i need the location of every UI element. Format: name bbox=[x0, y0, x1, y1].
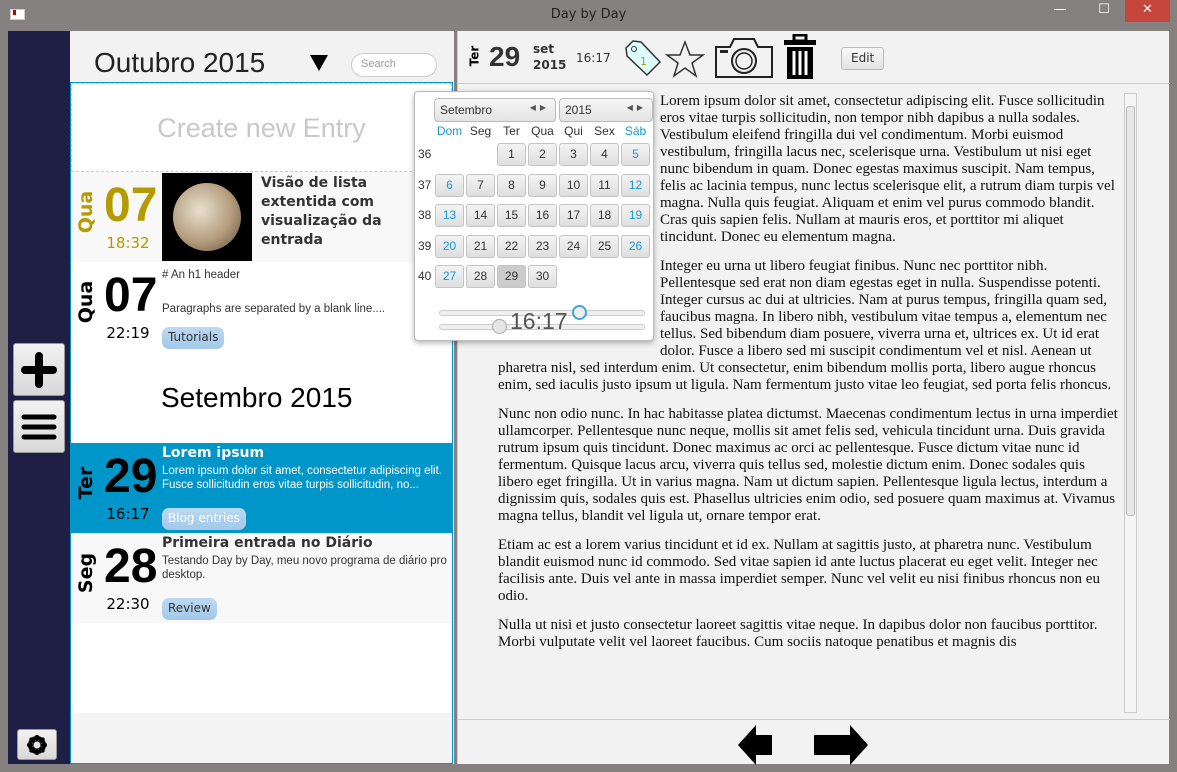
weekday-header: Seg bbox=[469, 124, 492, 138]
month-value: Setembro bbox=[440, 103, 493, 117]
menu-button[interactable] bbox=[13, 400, 65, 453]
paragraph: Lorem ipsum dolor sit amet, consectetur adipiscing elit. Fusce sollicitudin eros vitae turpis sollicitudin, non tempor nibh dapibus a nulla sodales. Vestibulum eleifend fringilla dui vel condimentum. Morbi euismod vestibulum, fringilla lacus nec, scelerisque urna. Vestibulum ut nisi eget nunc bibendum in quam. Donec egestas maximus suscipit. Nam tempus, felis ac lacinia tempus, nunc lectus scelerisque elit, a rutrum diam turpis vel magna. Nulla quis feugiat. Aliquam et enim vel purus commodo blandit. Cras quis sapien felis. Nullam at mauris eros, et porttitor mi aliquet tincidunt. Donec eu elementum magna. bbox=[660, 93, 1115, 245]
calendar-day[interactable]: 5 bbox=[621, 143, 650, 166]
add-entry-button[interactable] bbox=[13, 343, 65, 396]
calendar-day[interactable]: 18 bbox=[590, 204, 619, 227]
weekday-header: Sáb bbox=[624, 124, 647, 138]
maximize-button[interactable]: ☐ bbox=[1098, 2, 1110, 17]
date-time-picker-popup bbox=[414, 91, 654, 341]
week-number: 40 bbox=[418, 269, 432, 283]
paragraph: Nunc non odio nunc. In hac habitasse platea dictumst. Maecenas condimentum lectus in urna imperdiet ullamcorper. Pellentesque nunc neque, mollis sit amet felis sed, vehicula tincidunt urna. Duis gravida rutrum ipsum quis tincidunt. Donec maximus ac orci ac pellentesque. Fusce dictum vitae nunc id fermentum. Quisque lacus arcu, viverra quis tellus sed, molestie dictum enim. Donec sodales quis libero eget fringilla. Ut in varius magna. Nam ut dictum sapien. Pellentesque ligula lectus, interdum a dignissim quis, sodales quis est. Phasellus ultricies enim odio, sed posuere quam maximus at. Vivamus magna tellus, blandit vel ligula ut, ornare tempor erat. bbox=[498, 406, 1118, 524]
tags-button[interactable] bbox=[623, 38, 663, 78]
tag-badge[interactable]: Blog entries bbox=[162, 508, 246, 530]
weekday-header: Dom bbox=[436, 124, 463, 138]
entry-month: set bbox=[533, 42, 555, 56]
entry-time: 22:19 bbox=[106, 324, 150, 342]
month-spinner[interactable] bbox=[434, 98, 556, 122]
entry-weekday: Qua bbox=[75, 190, 97, 234]
entry-list[interactable] bbox=[70, 82, 453, 764]
list-item[interactable] bbox=[71, 172, 452, 262]
trash-icon[interactable] bbox=[783, 34, 817, 80]
calendar-day[interactable]: 21 bbox=[466, 235, 495, 258]
previous-entry-arrow-icon[interactable] bbox=[738, 725, 794, 765]
weekday-header: Ter bbox=[503, 124, 520, 138]
entry-weekday: Seg bbox=[75, 552, 97, 594]
entry-preview-line: Paragraphs are separated by a blank line.... bbox=[162, 303, 386, 315]
calendar-day[interactable]: 4 bbox=[590, 143, 619, 166]
calendar-day[interactable]: 1 bbox=[497, 143, 526, 166]
close-button[interactable]: ✕ bbox=[1125, 0, 1170, 22]
week-number: 36 bbox=[418, 147, 432, 161]
entry-day: 07 bbox=[104, 269, 158, 322]
calendar-day[interactable]: 29 bbox=[497, 265, 526, 288]
time-readout: 16:17 bbox=[510, 308, 568, 334]
calendar-day[interactable]: 17 bbox=[559, 204, 588, 227]
month-dropdown-icon[interactable] bbox=[310, 55, 328, 71]
entry-preview: Lorem ipsum dolor sit amet, consectetur adipiscing elit. Fusce sollicitudin eros vitae turpis sollicitudin, no... bbox=[162, 465, 442, 491]
entry-year: 2015 bbox=[533, 58, 567, 72]
calendar-day[interactable]: 6 bbox=[435, 174, 464, 197]
calendar-day[interactable]: 10 bbox=[559, 174, 588, 197]
list-item-selected[interactable] bbox=[71, 443, 452, 533]
content-scrollbar[interactable] bbox=[1124, 93, 1137, 713]
hour-slider-thumb[interactable] bbox=[572, 305, 587, 320]
calendar-day[interactable]: 7 bbox=[466, 174, 495, 197]
calendar-day[interactable]: 3 bbox=[559, 143, 588, 166]
entry-day: 28 bbox=[104, 540, 158, 593]
camera-icon[interactable] bbox=[714, 35, 774, 79]
calendar-day[interactable]: 12 bbox=[621, 174, 650, 197]
calendar-day[interactable]: 16 bbox=[528, 204, 557, 227]
create-entry-button[interactable]: Create new Entry bbox=[71, 83, 452, 172]
tag-count: 1 bbox=[640, 55, 647, 68]
calendar-day[interactable]: 14 bbox=[466, 204, 495, 227]
gear-icon bbox=[26, 734, 48, 756]
calendar-day[interactable]: 27 bbox=[435, 265, 464, 288]
weekday-header: Qua bbox=[531, 124, 554, 138]
settings-button[interactable] bbox=[17, 729, 57, 760]
navigation-bar bbox=[458, 719, 1170, 764]
year-spinner[interactable] bbox=[559, 98, 653, 122]
calendar-day[interactable]: 8 bbox=[497, 174, 526, 197]
entry-weekday: Ter bbox=[75, 466, 97, 500]
week-number: 39 bbox=[418, 238, 432, 253]
next-entry-arrow-icon[interactable] bbox=[814, 725, 870, 765]
paragraph: Nulla ut nisi et justo consectetur laoreet sagittis vitae neque. In dapibus dolor non faucibus porttitor. Morbi vulputate velit vel laoreet faucibus. Cum sociis natoque penatibus et magnis dis bbox=[498, 617, 1098, 650]
entry-title: Visão de lista extentida com visualização da entrada bbox=[261, 175, 382, 248]
entry-day: 07 bbox=[104, 179, 158, 232]
list-item[interactable] bbox=[71, 533, 452, 623]
calendar-day[interactable]: 20 bbox=[435, 235, 464, 258]
minute-slider-thumb[interactable] bbox=[492, 319, 507, 334]
calendar-day[interactable]: 25 bbox=[590, 235, 619, 258]
tag-badge[interactable]: Review bbox=[162, 598, 217, 620]
entry-day: 29 bbox=[104, 450, 158, 503]
entry-image bbox=[162, 173, 252, 261]
scrollbar-thumb[interactable] bbox=[1126, 106, 1135, 516]
calendar-day[interactable]: 22 bbox=[497, 235, 526, 258]
minimize-button[interactable]: — bbox=[1053, 2, 1067, 17]
year-value: 2015 bbox=[565, 103, 592, 117]
calendar-day[interactable]: 11 bbox=[590, 174, 619, 197]
calendar-day[interactable]: 9 bbox=[528, 174, 557, 197]
star-icon[interactable] bbox=[665, 40, 705, 78]
entry-weekday: Qua bbox=[75, 280, 97, 324]
entry-title: Lorem ipsum bbox=[162, 445, 265, 461]
month-arrows-icon[interactable]: ◀▶ bbox=[529, 103, 550, 112]
week-number: 37 bbox=[418, 177, 432, 192]
title-bar bbox=[0, 0, 1177, 31]
calendar-day[interactable]: 19 bbox=[621, 204, 650, 227]
tag-badge[interactable]: Tutorials bbox=[162, 327, 224, 349]
weekday-header: Sex bbox=[594, 124, 615, 138]
entry-time: 18:32 bbox=[106, 234, 150, 252]
entry-day: 29 bbox=[489, 41, 521, 72]
edit-button[interactable]: Edit bbox=[841, 47, 884, 70]
year-arrows-icon[interactable]: ◀▶ bbox=[626, 103, 647, 112]
calendar-day[interactable]: 13 bbox=[435, 204, 464, 227]
month-title: Outubro 2015 bbox=[94, 47, 266, 78]
entry-toolbar bbox=[458, 31, 1170, 84]
calendar-day[interactable]: 28 bbox=[466, 265, 495, 288]
calendar-day[interactable]: 23 bbox=[528, 235, 557, 258]
entry-preview-line: # An h1 header bbox=[162, 269, 241, 281]
entry-time[interactable]: 16:17 bbox=[576, 51, 611, 65]
section-header: Setembro 2015 bbox=[71, 352, 452, 443]
calendar-day[interactable]: 26 bbox=[621, 235, 650, 258]
list-item[interactable] bbox=[71, 262, 452, 352]
paragraph: Etiam ac est a lorem varius tincidunt et id ex. Nullam at sagittis justo, at pharetra nunc. Vestibulum blandit euismod nunc id commodo. Sed vitae sapien id ante luctus placerat eu eget velit. Integer nec facilisis ante. Duis vel ante in massa imperdiet semper. Nunc vel velit eu nisi finibus rhoncus non eu odio. bbox=[498, 537, 1100, 604]
paragraph: Integer eu urna ut libero feugiat finibus. Nunc nec porttitor nibh. Pellentesque sed erat non diam egestas eget in nulla. Suspendisse potenti. Integer cursus ac dui at ultricies. Nam at purus tempus, fringilla quam sed, faucibus magna. In libero nibh, vestibulum vitae tempus a, elementum nec tellus. Sed bibendum diam posuere, viverra urna et, ultrices ex. Ut id erat dolor. Fusce a libero sed mi suscipit condimentum vel et nisl. Aenean ut pharetra nisl, sed interdum enim. Ut consectetur, enim bibendum mollis porta, libero augue rhoncus enim, sed iaculis justo ipsum ut ligula. Nam fermentum justo vitae leo feugiat, sed porta felis rhoncus. bbox=[498, 258, 1112, 393]
entry-weekday: Ter bbox=[467, 45, 482, 67]
weekday-header: Qui bbox=[564, 124, 583, 138]
entry-preview: Testando Day by Day, meu novo programa de diário pro desktop. bbox=[162, 555, 447, 581]
calendar-day[interactable]: 2 bbox=[528, 143, 557, 166]
entry-title: Primeira entrada no Diário bbox=[162, 535, 373, 551]
plus-icon bbox=[20, 351, 58, 389]
list-filler bbox=[71, 713, 452, 764]
search-input[interactable]: Search bbox=[351, 53, 437, 77]
sidebar bbox=[8, 31, 70, 764]
entry-time: 22:30 bbox=[106, 595, 150, 613]
week-number: 38 bbox=[418, 208, 432, 222]
window-title: Day by Day bbox=[550, 7, 627, 22]
calendar-day[interactable]: 24 bbox=[559, 235, 588, 258]
calendar-day[interactable]: 30 bbox=[528, 265, 557, 288]
calendar-day[interactable]: 15 bbox=[497, 204, 526, 227]
menu-icon bbox=[20, 412, 58, 442]
entry-time: 16:17 bbox=[106, 505, 150, 523]
